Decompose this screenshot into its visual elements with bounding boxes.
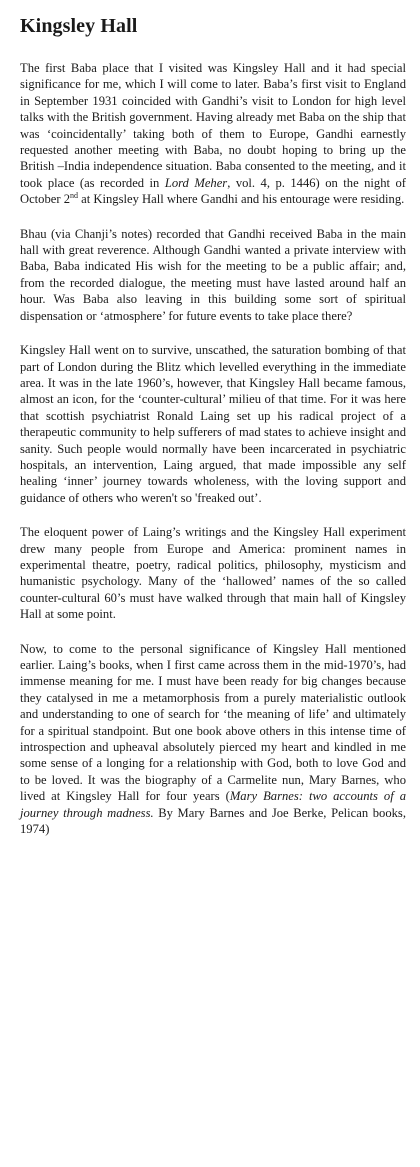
paragraph-5-text-c: By Mary Barnes and Joe Berke, Pelican books, 1974) — [20, 805, 406, 837]
paragraph-2: Bhau (via Chanji’s notes) recorded that Gandhi received Baba in the main hall with great reverence. Although Gandhi wanted a private interview with Baba, Baba indicated His wish for the meeting to be a public affair; and, from the recorded dialogue, the meeting must have lasted around half an hour. Was Baba also leaving in this building some sort of spiritual dispensation or ‘atmosphere’ for future events to take place there? — [20, 226, 406, 323]
ordinal-suffix: nd — [70, 191, 79, 201]
paragraph-5-text-a: Now, to come to the personal significance of Kingsley Hall mentioned earlier. Laing’s books, when I first came across them in the mid-1970’s, had immense meaning for me. I must have been ready for big changes because they catalysed in me a metamorphosis from a purely materialistic outlook and understanding to one of search for ‘the meaning of life’ and ultimately for a spiritual standpoint. But one book above others in this intense time of introspection and upheaval absolutely pierced my heart and kindled in me some sense of a longing for a relationship with God, both to love God and to be loved. It was the biography of a Carmelite nun, Mary Barnes, who lived at Kingsley Hall for four years ( — [20, 641, 406, 804]
paragraph-4: The eloquent power of Laing’s writings and the Kingsley Hall experiment drew many people from Europe and America: prominent names in experimental theatre, poetry, radical politics, philosophy, mysticism and humanistic psychology. Many of the ‘hallowed’ names of the so called counter-cultural 60’s must have walked through that main hall of Kingsley Hall at some point. — [20, 525, 406, 622]
paragraph-5 — [20, 641, 406, 838]
book-title-lord-meher: Lord Meher — [164, 175, 228, 190]
paragraph-1-text-a: The first Baba place that I visited was Kingsley Hall and it had special significance for me, which I will come to later. Baba’s first visit to England in September 1931 coincided with Gandhi’s visit to London for high level talks with the British government. Having already met Baba on the ship that was ‘coincidentally’ taking both of them to Europe, Gandhi earnestly requested another meeting with Baba, no doubt hoping to bring up the British –India independence situation. Baba consented to the meeting, and it took place (as recorded in — [20, 61, 406, 190]
book-title-mary-barnes: Mary Barnes: two accounts of a journey through madness. — [20, 789, 406, 820]
paragraph-1-text-e: at Kingsley Hall where Gandhi and his entourage were residing. — [78, 192, 405, 207]
paragraph-1 — [20, 60, 406, 208]
page-title: Kingsley Hall — [20, 15, 138, 37]
paragraph-1-text-c: , vol. 4, p. 1446) on the night of October 2 — [20, 175, 406, 207]
paragraph-3: Kingsley Hall went on to survive, unscathed, the saturation bombing of that part of London during the Blitz which levelled everything in the immediate area. It was in the late 1960’s, however, that Kingsley Hall became famous, almost an icon, for the ‘counter-cultural’ milieu of that time. For it was here that scottish psychiatrist Ronald Laing set up his radical project of a therapeutic community to help sufferers of mad states to achieve insight and sanity. Such people would normally have been incarcerated in psychiatric hospitals, an intervention, Laing argued, that made impossible any self healing ‘inner’ journey towards wholeness, with the loving support and guidance of others who weren't so 'freaked out’. — [20, 343, 406, 505]
